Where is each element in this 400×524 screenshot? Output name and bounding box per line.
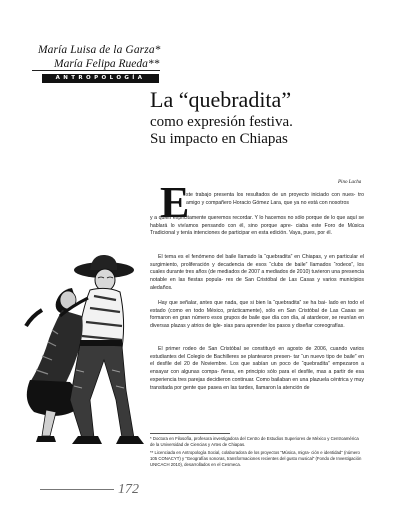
photo-credit: Pino Lacha	[338, 180, 362, 185]
footnote-divider	[150, 433, 230, 434]
paragraph-2-text: El tema es el fenómeno del baile llamado la “quebradita” en Chiapas, y en particular el surgimiento, proliferación y decadencia de esos “clubs de baile” llamados “rodeos”, los cuales durante tres años (de mediados de 2007 a mediados de 2010) tuvieron una presencia notable en las fiestas popula- res de San Cristóbal de Las Casas y varios municipios aledaños.	[150, 254, 364, 291]
subtitle-line-2: Su impacto en Chiapas	[150, 131, 288, 147]
paragraph-2	[150, 254, 364, 293]
paragraph-1-rest: y a quien explícitamente queremos recordar. Y lo hacemos no sólo porque de lo que aquí se hablará lo vivíamos pensando con él, sino porque apre- ciaba este Foro de Música Tradicional y tenía intenciones de participar en esta edición. Vaya, pues, por él.	[150, 215, 364, 237]
subtitle-line-1: como expresión festiva.	[150, 114, 293, 130]
page-number: 172	[118, 482, 139, 497]
footnotes	[150, 436, 364, 470]
author-name-1: María Luisa de la Garza*	[38, 44, 161, 56]
article-subtitle	[150, 114, 370, 148]
paragraph-3	[150, 300, 364, 331]
page-number-rule	[40, 489, 114, 490]
footnote-2: ** Licenciada en Antropología Social, colaboradora de los proyectos “Música, migra- ción e identidad” (número 105 CONACYT) y “Geografías sonoras, transformaciones recientes del gusto musical” (Fondo de Investigación UNICACH 2010), desarrollados en el Cesmeca.	[150, 449, 362, 468]
article-title: La “quebradita”	[150, 87, 292, 112]
footnote-1: * Doctora en Filosofía, profesora investigadora del Centro de Estudios Superiores de México y Centroamérica de la Universidad de Ciencias y Artes de Chiapas.	[150, 436, 359, 448]
paragraph-4	[150, 346, 364, 392]
paragraph-1-continued	[150, 215, 364, 238]
dancing-couple-illustration	[12, 250, 152, 450]
drop-cap: E	[160, 178, 190, 227]
paragraph-1-first	[186, 192, 364, 207]
author-name-2: María Felipa Rueda**	[54, 58, 160, 70]
paragraph-3-text: Hay que señalar, antes que nada, que si bien la “quebradita” se ha bai- lado en todo el estado (como en todo México, prácticamente), sólo en San Cristóbal de Las Casas se formaron en gran número esos grupos de baile que día con día, al atardecer, se reunían en diversas plazas y atrios de igle- sias para aprender los pasos y diseñar coreografías.	[150, 300, 364, 330]
section-label: ANTROPOLOGÍA	[42, 74, 159, 83]
author-divider	[32, 70, 160, 71]
paragraph-1-opening: ste trabajo presenta los resultados de un proyecto iniciado con nues- tro amigo y compañero Horacio Gómez Lara, que ya no está con nosotros	[186, 192, 364, 206]
paragraph-4-text: El primer rodeo de San Cristóbal se constituyó en agosto de 2006, cuando varios estudiantes del Colegio de Bachilleres se plantearon presen- tar “un nuevo tipo de baile” en el desfile del 20 de Noviembre. Los que sabían un poco de “quebradita” empezaron a ensayar con algunas compa- ñeras, en principio sólo para el desfile, mas a partir de esa experiencia tres parejas decidieron continuar. Como bailaban en una plazuela céntrica y muy transitada por gente que pasea en las tardes, llamaron la atención de	[150, 346, 364, 391]
